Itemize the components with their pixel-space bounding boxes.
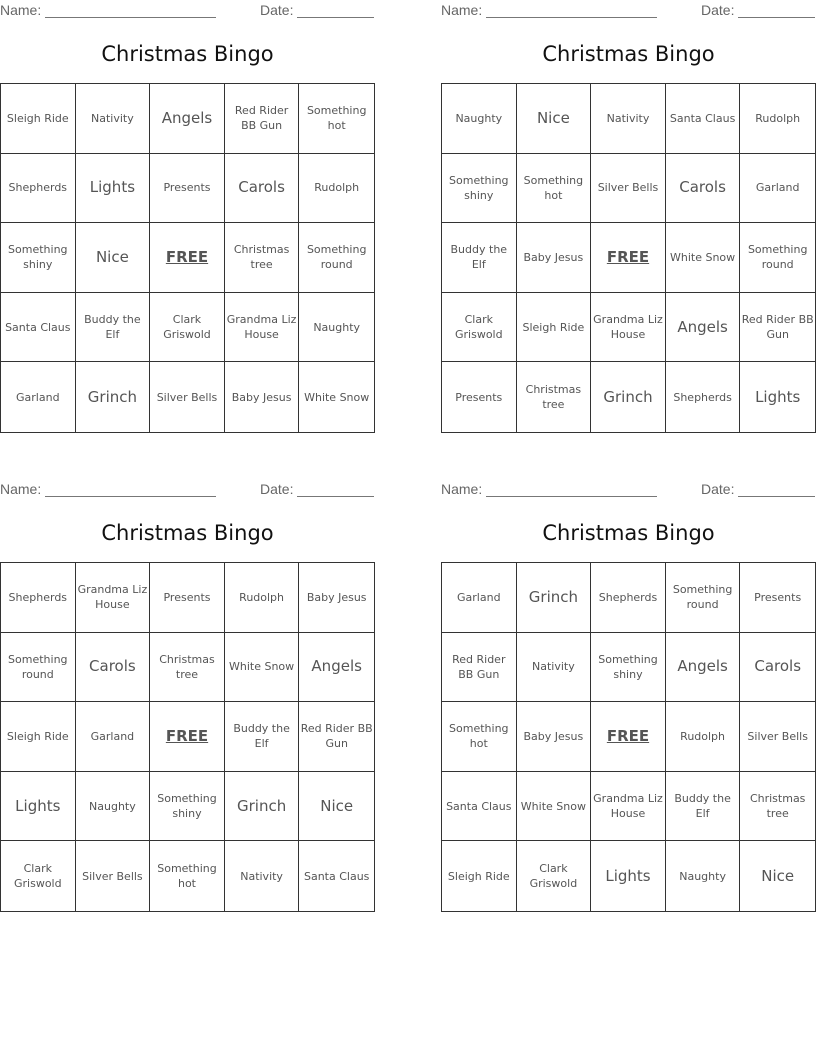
- bingo-cell[interactable]: Christmas tree: [740, 772, 815, 842]
- date-label: Date:: [701, 2, 735, 18]
- bingo-cell[interactable]: Angels: [299, 633, 374, 703]
- bingo-cell[interactable]: Garland: [76, 702, 151, 772]
- bingo-cell[interactable]: Clark Griswold: [442, 293, 517, 363]
- date-field[interactable]: [260, 481, 374, 497]
- bingo-cell[interactable]: Presents: [740, 563, 815, 633]
- bingo-cell[interactable]: Presents: [442, 362, 517, 432]
- bingo-cell[interactable]: Something shiny: [1, 223, 76, 293]
- free-space-cell[interactable]: FREE: [150, 223, 225, 293]
- bingo-cell[interactable]: Sleigh Ride: [517, 293, 592, 363]
- bingo-cell[interactable]: Grandma Liz House: [76, 563, 151, 633]
- bingo-cell[interactable]: Carols: [666, 154, 741, 224]
- bingo-cell[interactable]: Baby Jesus: [517, 223, 592, 293]
- name-blank[interactable]: [45, 483, 216, 497]
- bingo-cell[interactable]: Naughty: [442, 84, 517, 154]
- bingo-cell[interactable]: Christmas tree: [150, 633, 225, 703]
- bingo-cell[interactable]: Naughty: [299, 293, 374, 363]
- bingo-cell[interactable]: Buddy the Elf: [225, 702, 300, 772]
- bingo-cell[interactable]: Rudolph: [299, 154, 374, 224]
- name-field[interactable]: [0, 2, 216, 18]
- card-title: Christmas Bingo: [101, 42, 274, 66]
- name-label: Name:: [441, 481, 483, 497]
- bingo-cell[interactable]: Nice: [76, 223, 151, 293]
- bingo-cell[interactable]: Grinch: [76, 362, 151, 432]
- bingo-cell[interactable]: Grinch: [225, 772, 300, 842]
- free-space-cell[interactable]: FREE: [591, 223, 666, 293]
- bingo-cell[interactable]: Silver Bells: [740, 702, 815, 772]
- bingo-cell[interactable]: Clark Griswold: [517, 841, 592, 911]
- bingo-cell[interactable]: Something hot: [442, 702, 517, 772]
- date-label: Date:: [260, 2, 294, 18]
- bingo-cell[interactable]: Shepherds: [1, 563, 76, 633]
- bingo-cell[interactable]: Buddy the Elf: [442, 223, 517, 293]
- bingo-cell[interactable]: Rudolph: [666, 702, 741, 772]
- bingo-card: [0, 0, 375, 440]
- date-label: Date:: [260, 481, 294, 497]
- date-blank[interactable]: [297, 4, 374, 18]
- card-title: Christmas Bingo: [101, 521, 274, 545]
- card-header: [441, 481, 816, 499]
- bingo-cell[interactable]: Grandma Liz House: [591, 293, 666, 363]
- bingo-cell[interactable]: Naughty: [666, 841, 741, 911]
- bingo-cell[interactable]: Red Rider BB Gun: [299, 702, 374, 772]
- date-field[interactable]: [701, 2, 815, 18]
- bingo-cell[interactable]: Santa Claus: [1, 293, 76, 363]
- bingo-cell[interactable]: Santa Claus: [303, 869, 370, 883]
- date-field[interactable]: [260, 2, 374, 18]
- bingo-cell[interactable]: Baby Jesus: [299, 563, 374, 633]
- bingo-grid: [0, 562, 375, 912]
- bingo-cell[interactable]: Buddy the Elf: [666, 772, 741, 842]
- bingo-cell[interactable]: Sleigh Ride: [1, 84, 76, 154]
- bingo-cell[interactable]: Red Rider BB Gun: [225, 84, 300, 154]
- bingo-cell[interactable]: Red Rider BB Gun: [442, 633, 517, 703]
- bingo-cell[interactable]: Grinch: [591, 362, 666, 432]
- bingo-cell[interactable]: Sleigh Ride: [442, 841, 517, 911]
- name-field[interactable]: [441, 2, 657, 18]
- date-blank[interactable]: [738, 4, 815, 18]
- bingo-cell[interactable]: Something hot: [299, 84, 374, 154]
- name-blank[interactable]: [45, 4, 216, 18]
- bingo-cell[interactable]: Nativity: [517, 633, 592, 703]
- date-label: Date:: [701, 481, 735, 497]
- name-field[interactable]: [0, 481, 216, 497]
- bingo-grid: [0, 83, 375, 433]
- bingo-cell[interactable]: Nativity: [76, 84, 151, 154]
- bingo-cell[interactable]: White Snow: [304, 390, 370, 404]
- name-blank[interactable]: [486, 4, 657, 18]
- bingo-cell[interactable]: Baby Jesus: [225, 362, 300, 432]
- card-title: Christmas Bingo: [542, 42, 715, 66]
- bingo-cell[interactable]: Something round: [740, 223, 815, 293]
- bingo-cell[interactable]: Grandma Liz House: [225, 293, 300, 363]
- bingo-grid: [441, 83, 816, 433]
- bingo-card: [0, 479, 375, 919]
- name-label: Name:: [0, 2, 42, 18]
- bingo-cell[interactable]: Carols: [76, 633, 151, 703]
- bingo-cell[interactable]: Something round: [666, 563, 741, 633]
- bingo-cell[interactable]: Grandma Liz House: [591, 772, 666, 842]
- bingo-cell[interactable]: Red Rider BB Gun: [740, 293, 815, 363]
- free-space-cell[interactable]: FREE: [150, 702, 225, 772]
- bingo-cell[interactable]: Clark Griswold: [1, 841, 76, 911]
- bingo-cell[interactable]: Something shiny: [150, 772, 225, 842]
- bingo-cell[interactable]: Lights: [755, 387, 801, 406]
- bingo-cell[interactable]: Silver Bells: [591, 154, 666, 224]
- bingo-cell[interactable]: Garland: [1, 362, 76, 432]
- bingo-cell[interactable]: White Snow: [517, 772, 592, 842]
- bingo-cell[interactable]: Baby Jesus: [517, 702, 592, 772]
- bingo-cell[interactable]: Christmas tree: [517, 362, 592, 432]
- bingo-cell[interactable]: White Snow: [666, 223, 741, 293]
- bingo-cell[interactable]: Something shiny: [591, 633, 666, 703]
- card-title: Christmas Bingo: [542, 521, 715, 545]
- bingo-cell[interactable]: White Snow: [225, 633, 300, 703]
- bingo-cell[interactable]: Angels: [150, 84, 225, 154]
- bingo-cell[interactable]: Lights: [591, 841, 666, 911]
- bingo-cell[interactable]: Angels: [666, 293, 741, 363]
- bingo-cell[interactable]: Santa Claus: [666, 84, 741, 154]
- bingo-cell[interactable]: Clark Griswold: [150, 293, 225, 363]
- bingo-cell[interactable]: Something round: [1, 633, 76, 703]
- bingo-cell[interactable]: Presents: [150, 563, 225, 633]
- name-label: Name:: [0, 481, 42, 497]
- bingo-cell[interactable]: Silver Bells: [76, 841, 151, 911]
- bingo-cell[interactable]: Shepherds: [591, 563, 666, 633]
- bingo-cell[interactable]: Christmas tree: [225, 223, 300, 293]
- bingo-cell[interactable]: Carols: [740, 633, 815, 703]
- bingo-cell[interactable]: Santa Claus: [442, 772, 517, 842]
- bingo-cell[interactable]: Silver Bells: [150, 362, 225, 432]
- card-header: [441, 2, 816, 20]
- card-header: [0, 481, 375, 499]
- name-blank[interactable]: [486, 483, 657, 497]
- bingo-cell[interactable]: Presents: [150, 154, 225, 224]
- card-header: [0, 2, 375, 20]
- bingo-cell[interactable]: Rudolph: [225, 563, 300, 633]
- bingo-cell[interactable]: Something shiny: [442, 154, 517, 224]
- bingo-cell[interactable]: Something hot: [150, 841, 225, 911]
- bingo-card: [441, 0, 816, 440]
- bingo-cell[interactable]: Naughty: [76, 772, 151, 842]
- bingo-cell[interactable]: Lights: [76, 154, 151, 224]
- bingo-cell[interactable]: Grinch: [517, 563, 592, 633]
- bingo-cell[interactable]: Nativity: [591, 84, 666, 154]
- free-space-cell[interactable]: FREE: [591, 702, 666, 772]
- bingo-cell[interactable]: Carols: [225, 154, 300, 224]
- date-blank[interactable]: [297, 483, 374, 497]
- bingo-cell[interactable]: Angels: [666, 633, 741, 703]
- bingo-cell[interactable]: Buddy the Elf: [76, 293, 151, 363]
- bingo-cell[interactable]: Something hot: [517, 154, 592, 224]
- date-blank[interactable]: [738, 483, 815, 497]
- bingo-cell[interactable]: Rudolph: [740, 84, 815, 154]
- bingo-cell[interactable]: Nativity: [225, 841, 300, 911]
- bingo-cell[interactable]: Nice: [517, 84, 592, 154]
- bingo-card: [441, 479, 816, 919]
- bingo-cell[interactable]: Garland: [442, 563, 517, 633]
- bingo-grid: [441, 562, 816, 912]
- date-field[interactable]: [701, 481, 815, 497]
- bingo-cell[interactable]: Shepherds: [666, 362, 741, 432]
- bingo-cell[interactable]: Nice: [761, 866, 795, 885]
- name-label: Name:: [441, 2, 483, 18]
- bingo-cell[interactable]: Sleigh Ride: [1, 702, 76, 772]
- bingo-cell[interactable]: Lights: [1, 772, 76, 842]
- bingo-cell[interactable]: Nice: [299, 772, 374, 842]
- name-field[interactable]: [441, 481, 657, 497]
- bingo-cell[interactable]: Something round: [299, 223, 374, 293]
- bingo-cell[interactable]: Garland: [740, 154, 815, 224]
- bingo-cell[interactable]: Shepherds: [1, 154, 76, 224]
